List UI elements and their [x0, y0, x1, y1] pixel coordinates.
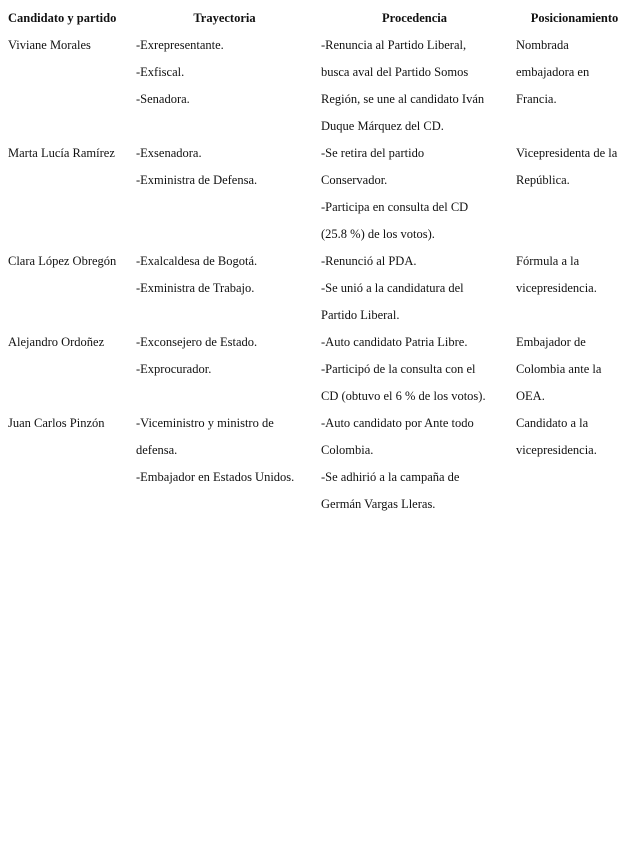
cell-line: -Exrepresentante. — [136, 38, 224, 52]
cell-line: Viviane Morales — [8, 38, 91, 52]
cell-line: -Exprocurador. — [136, 362, 212, 376]
cell-procedencia — [317, 410, 512, 518]
cell-line: Alejandro Ordoñez — [8, 335, 105, 349]
cell-line: -Exalcaldesa de Bogotá. — [136, 254, 258, 268]
cell-line: Nombrada — [516, 38, 569, 52]
cell-line: Fórmula a la — [516, 254, 580, 268]
cell-line: -Senadora. — [136, 92, 190, 106]
cell-candidato — [0, 329, 132, 410]
cell-trayectoria — [132, 248, 317, 329]
cell-line: defensa. — [136, 443, 178, 457]
cell-candidato — [0, 248, 132, 329]
cell-line: Juan Carlos Pinzón — [8, 416, 105, 430]
cell-posicionamiento — [512, 410, 637, 518]
cell-line: Duque Márquez del CD. — [321, 119, 444, 133]
cell-line: Conservador. — [321, 173, 388, 187]
cell-line: Marta Lucía Ramírez — [8, 146, 115, 160]
cell-line: -Auto candidato por Ante todo — [321, 416, 474, 430]
cell-line: -Exsenadora. — [136, 146, 202, 160]
cell-line: Vicepresidenta de la — [516, 146, 618, 160]
cell-line: -Participó de la consulta con el — [321, 362, 476, 376]
cell-line: Candidato a la — [516, 416, 589, 430]
table-row — [0, 410, 637, 518]
cell-trayectoria — [132, 32, 317, 140]
cell-posicionamiento — [512, 32, 637, 140]
cell-line: Germán Vargas Lleras. — [321, 497, 436, 511]
cell-line: -Se unió a la candidatura del — [321, 281, 464, 295]
cell-line: -Se retira del partido — [321, 146, 425, 160]
cell-candidato — [0, 140, 132, 248]
cell-line: Colombia. — [321, 443, 374, 457]
cell-line: -Renuncia al Partido Liberal, — [321, 38, 467, 52]
cell-line: embajadora en — [516, 65, 590, 79]
cell-line: -Exfiscal. — [136, 65, 185, 79]
cell-line: CD (obtuvo el 6 % de los votos). — [321, 389, 486, 403]
cell-line: -Exconsejero de Estado. — [136, 335, 258, 349]
cell-line: -Auto candidato Patria Libre. — [321, 335, 468, 349]
cell-line: busca aval del Partido Somos — [321, 65, 469, 79]
cell-line: -Viceministro y ministro de — [136, 416, 274, 430]
header-procedencia: Procedencia — [381, 11, 448, 25]
cell-line: -Exministra de Defensa. — [136, 173, 258, 187]
cell-trayectoria — [132, 329, 317, 410]
cell-line: (25.8 %) de los votos). — [321, 227, 435, 241]
cell-procedencia — [317, 248, 512, 329]
table-row — [0, 140, 637, 248]
cell-line: Clara López Obregón — [8, 254, 117, 268]
cell-line: -Participa en consulta del CD — [321, 200, 469, 214]
cell-line: Partido Liberal. — [321, 308, 400, 322]
cell-candidato — [0, 410, 132, 518]
cell-trayectoria — [132, 410, 317, 518]
cell-line: -Exministra de Trabajo. — [136, 281, 255, 295]
cell-line: OEA. — [516, 389, 545, 403]
table-row — [0, 248, 637, 329]
cell-procedencia — [317, 329, 512, 410]
table-row — [0, 32, 637, 140]
cell-line: Francia. — [516, 92, 557, 106]
cell-line: vicepresidencia. — [516, 443, 597, 457]
cell-candidato — [0, 32, 132, 140]
cell-line: Embajador de — [516, 335, 586, 349]
cell-posicionamiento — [512, 329, 637, 410]
cell-line: -Renunció al PDA. — [321, 254, 417, 268]
cell-line: Región, se une al candidato Iván — [321, 92, 485, 106]
cell-procedencia — [317, 32, 512, 140]
table-row — [0, 329, 637, 410]
header-candidato: Candidato y partido — [8, 11, 117, 25]
table-header — [0, 5, 637, 32]
table-body — [0, 32, 637, 518]
cell-line: vicepresidencia. — [516, 281, 597, 295]
candidates-table — [0, 5, 637, 518]
cell-posicionamiento — [512, 140, 637, 248]
header-trayectoria: Trayectoria — [193, 11, 256, 25]
cell-trayectoria — [132, 140, 317, 248]
cell-procedencia — [317, 140, 512, 248]
cell-line: República. — [516, 173, 570, 187]
cell-posicionamiento — [512, 248, 637, 329]
cell-line: Colombia ante la — [516, 362, 602, 376]
cell-line: -Embajador en Estados Unidos. — [136, 470, 295, 484]
cell-line: -Se adhirió a la campaña de — [321, 470, 460, 484]
header-posicionamiento: Posicionamiento — [530, 11, 619, 25]
